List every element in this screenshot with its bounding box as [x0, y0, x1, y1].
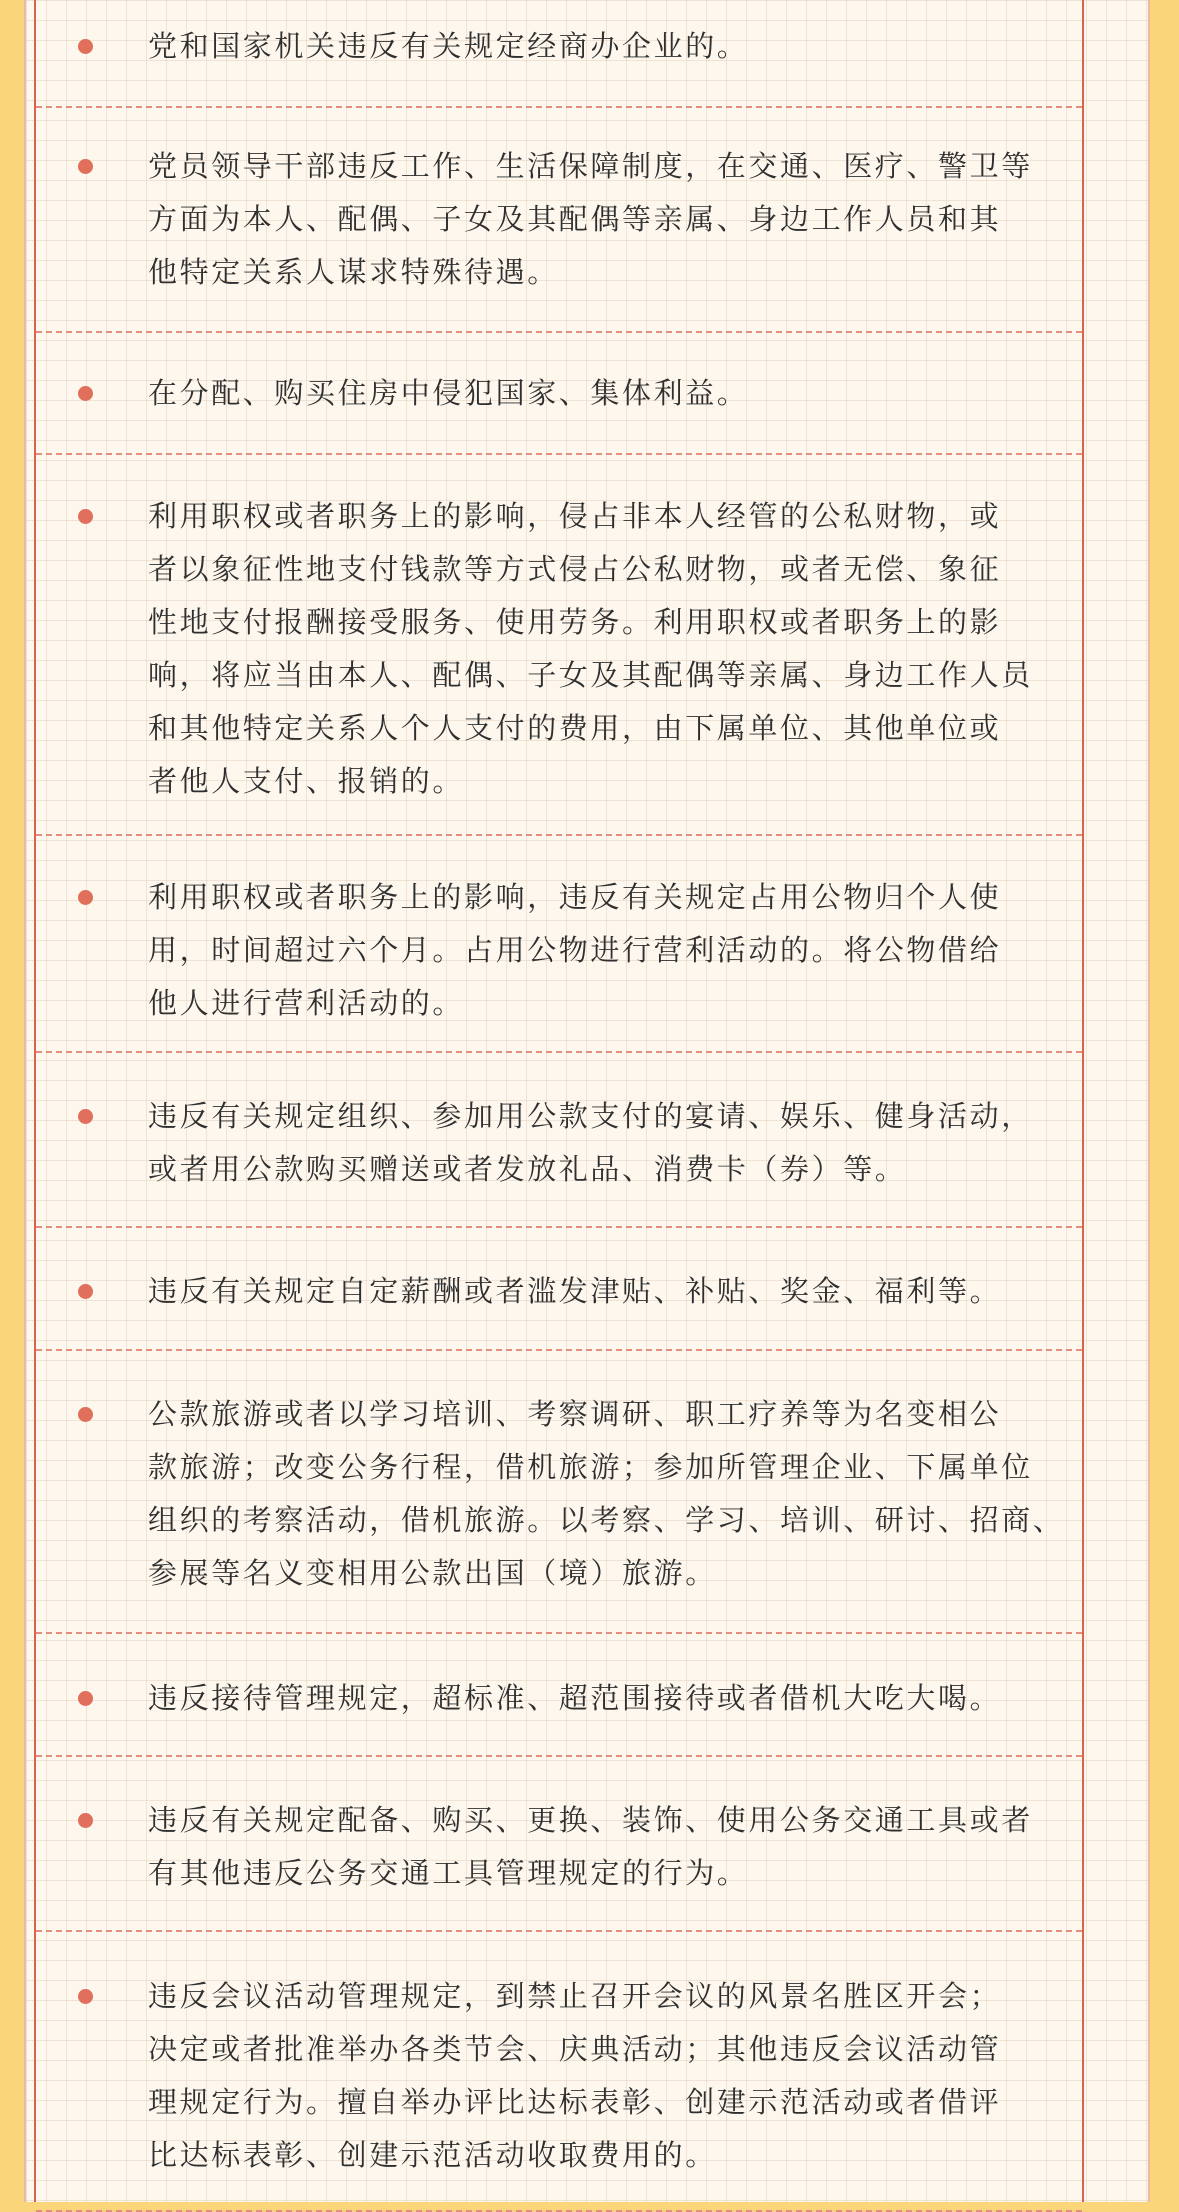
item-text: [148, 490, 1052, 808]
item-text-line: 比达标表彰、创建示范活动收取费用的。: [148, 2138, 717, 2172]
list-item: [36, 333, 1082, 455]
item-text-line: 在分配、购买住房中侵犯国家、集体利益。: [148, 376, 749, 410]
list-item: [36, 1757, 1082, 1932]
item-text: [148, 1970, 1052, 2182]
list-item: [36, 1351, 1082, 1634]
item-text: [148, 871, 1052, 1030]
item-text-line: 理规定行为。擅自举办评比达标表彰、创建示范活动或者借评: [148, 2085, 1002, 2119]
bullet-dot-icon: [78, 890, 93, 905]
item-text-line: 公款旅游或者以学习培训、考察调研、职工疗养等为名变相公: [148, 1397, 1002, 1431]
list-item: [36, 455, 1082, 836]
item-text: [148, 1672, 1052, 1725]
item-text-line: 者以象征性地支付钱款等方式侵占公私财物，或者无偿、象征: [148, 552, 1002, 586]
red-bordered-content-frame: [34, 0, 1084, 2202]
item-text: [148, 367, 1052, 420]
item-text-line: 违反接待管理规定，超标准、超范围接待或者借机大吃大喝。: [148, 1681, 1002, 1715]
item-text: [148, 1794, 1052, 1900]
item-text-line: 或者用公款购买赠送或者发放礼品、消费卡（券）等。: [148, 1152, 907, 1186]
item-text-line: 款旅游；改变公务行程，借机旅游；参加所管理企业、下属单位: [148, 1450, 1033, 1484]
bullet-dot-icon: [78, 39, 93, 54]
item-text-line: 违反有关规定配备、购买、更换、装饰、使用公务交通工具或者: [148, 1803, 1033, 1837]
item-text-line: 响，将应当由本人、配偶、子女及其配偶等亲属、身边工作人员: [148, 658, 1033, 692]
item-text-line: 他特定关系人谋求特殊待遇。: [148, 255, 559, 289]
list-item: [36, 1634, 1082, 1757]
item-text-line: 组织的考察活动，借机旅游。以考察、学习、培训、研讨、招商、: [148, 1503, 1065, 1537]
list-item: [36, 1932, 1082, 2212]
item-text-line: 利用职权或者职务上的影响，违反有关规定占用公物归个人使: [148, 880, 1002, 914]
item-text-line: 者他人支付、报销的。: [148, 764, 465, 798]
bullet-dot-icon: [78, 1284, 93, 1299]
item-text-line: 党员领导干部违反工作、生活保障制度，在交通、医疗、警卫等: [148, 149, 1033, 183]
item-text-line: 违反有关规定组织、参加用公款支付的宴请、娱乐、健身活动，: [148, 1099, 1033, 1133]
list-item: [36, 1053, 1082, 1228]
bullet-dot-icon: [78, 1813, 93, 1828]
item-text-line: 和其他特定关系人个人支付的费用，由下属单位、其他单位或: [148, 711, 1002, 745]
bullet-dot-icon: [78, 1691, 93, 1706]
list-item: [36, 0, 1082, 108]
bullet-dot-icon: [78, 1989, 93, 2004]
violation-list: [36, 0, 1082, 2212]
item-text-line: 利用职权或者职务上的影响，侵占非本人经管的公私财物，或: [148, 499, 1002, 533]
item-text-line: 他人进行营利活动的。: [148, 986, 465, 1020]
item-text-line: 性地支付报酬接受服务、使用劳务。利用职权或者职务上的影: [148, 605, 1002, 639]
item-text: [148, 20, 1052, 73]
bullet-dot-icon: [78, 386, 93, 401]
item-text-line: 违反会议活动管理规定，到禁止召开会议的风景名胜区开会；: [148, 1979, 1002, 2013]
bullet-dot-icon: [78, 159, 93, 174]
item-text-line: 党和国家机关违反有关规定经商办企业的。: [148, 29, 749, 63]
bullet-dot-icon: [78, 509, 93, 524]
item-text-line: 有其他违反公务交通工具管理规定的行为。: [148, 1856, 749, 1890]
item-text-line: 参展等名义变相用公款出国（境）旅游。: [148, 1556, 717, 1590]
item-text-line: 违反有关规定自定薪酬或者滥发津贴、补贴、奖金、福利等。: [148, 1274, 1002, 1308]
list-item: [36, 108, 1082, 333]
bullet-dot-icon: [78, 1109, 93, 1124]
list-item: [36, 836, 1082, 1053]
item-text: [148, 1090, 1052, 1196]
item-text-line: 方面为本人、配偶、子女及其配偶等亲属、身边工作人员和其: [148, 202, 1002, 236]
item-text-line: 用，时间超过六个月。占用公物进行营利活动的。将公物借给: [148, 933, 1002, 967]
list-item: [36, 1228, 1082, 1351]
bullet-dot-icon: [78, 1407, 93, 1422]
item-text: [148, 1265, 1052, 1318]
item-text: [148, 1388, 1065, 1600]
item-text: [148, 140, 1052, 299]
item-text-line: 决定或者批准举办各类节会、庆典活动；其他违反会议活动管: [148, 2032, 1002, 2066]
